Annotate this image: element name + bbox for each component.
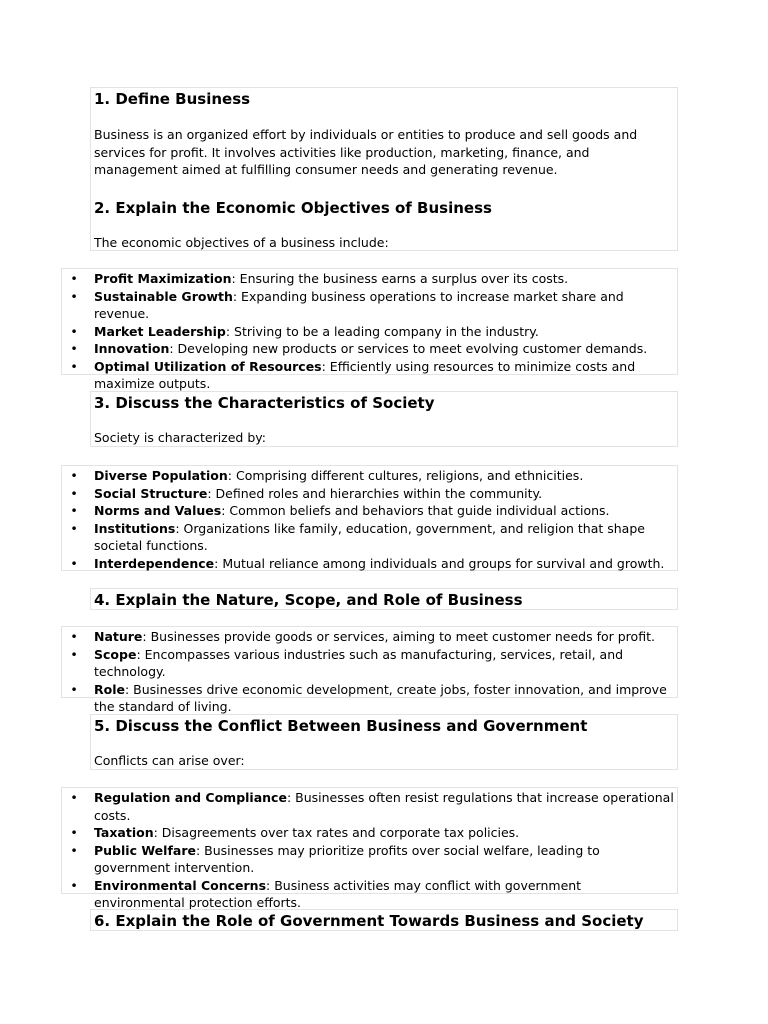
list-item: • Role: Businesses drive economic development, create jobs, foster innovation, and improve the standard of living. bbox=[70, 681, 667, 714]
bullet-list-economic-objectives bbox=[70, 269, 674, 393]
text-block-sec6 bbox=[90, 909, 678, 931]
list-item: • Public Welfare: Businesses may prioritize profits over social welfare, leading to government intervention. bbox=[70, 842, 600, 875]
list-item: • Optimal Utilization of Resources: Efficiently using resources to minimize costs and maximize outputs. bbox=[70, 358, 636, 391]
list-block-business-government-conflict bbox=[61, 787, 678, 910]
list-item: • Taxation: Disagreements over tax rates and corporate tax policies. bbox=[70, 825, 520, 840]
list-block-society-characteristics bbox=[61, 465, 678, 571]
section-heading-6: 6. Explain the Role of Government Towards Business and Society bbox=[94, 912, 644, 930]
list-item: • Interdependence: Mutual reliance among individuals and groups for survival and growth. bbox=[70, 555, 665, 571]
list-block-business-nature bbox=[61, 626, 678, 714]
list-item: • Nature: Businesses provide goods or services, aiming to meet customer needs for profit. bbox=[70, 629, 655, 644]
list-item: • Scope: Encompasses various industries such as manufacturing, services, retail, and technology. bbox=[70, 646, 624, 679]
section-paragraph-3: Society is characterized by: bbox=[94, 430, 266, 445]
section-paragraph-2: The economic objectives of a business include: bbox=[94, 234, 389, 250]
list-item: • Innovation: Developing new products or services to meet evolving customer demands. bbox=[70, 341, 648, 356]
list-item: • Market Leadership: Striving to be a leading company in the industry. bbox=[70, 323, 539, 339]
section-heading-2: 2. Explain the Economic Objectives of Business bbox=[94, 198, 492, 217]
text-block-sec1-sec2 bbox=[90, 87, 678, 251]
section-heading-1: 1. Define Business bbox=[94, 90, 251, 108]
list-block-economic-objectives bbox=[61, 268, 678, 391]
section-heading-3: 3. Discuss the Characteristics of Society bbox=[94, 394, 435, 412]
text-block-sec4 bbox=[90, 588, 678, 610]
list-item: • Sustainable Growth: Expanding business operations to increase market share and revenue. bbox=[70, 288, 624, 321]
list-item: • Diverse Population: Comprising different cultures, religions, and ethnicities. bbox=[70, 468, 584, 483]
list-item: • Environmental Concerns: Business activities may conflict with government environmental protection efforts. bbox=[70, 877, 582, 910]
section-paragraph-5: Conflicts can arise over: bbox=[94, 753, 245, 768]
bullet-list-business-nature bbox=[70, 627, 674, 716]
bullet-list-business-government-conflict bbox=[70, 788, 674, 912]
section-paragraph-1: Business is an organized effort by individuals or entities to produce and sell goods and services for profit. It involves activities like production, marketing, finance, and management aimed at fulfilling consumer needs and generating revenue. bbox=[94, 127, 638, 177]
list-item: • Social Structure: Defined roles and hierarchies within the community. bbox=[70, 485, 543, 501]
text-block-sec5 bbox=[90, 714, 678, 770]
section-heading-5: 5. Discuss the Conflict Between Business and Government bbox=[94, 717, 588, 735]
list-item: • Norms and Values: Common beliefs and behaviors that guide individual actions. bbox=[70, 503, 610, 518]
section-heading-4: 4. Explain the Nature, Scope, and Role of Business bbox=[94, 591, 523, 609]
list-item: • Profit Maximization: Ensuring the business earns a surplus over its costs. bbox=[70, 271, 569, 286]
list-item: • Institutions: Organizations like family, education, government, and religion that shape societal functions. bbox=[70, 520, 645, 553]
list-item: • Regulation and Compliance: Businesses often resist regulations that increase operational costs. bbox=[70, 790, 674, 823]
text-block-sec3 bbox=[90, 391, 678, 447]
bullet-list-society-characteristics bbox=[70, 466, 674, 572]
